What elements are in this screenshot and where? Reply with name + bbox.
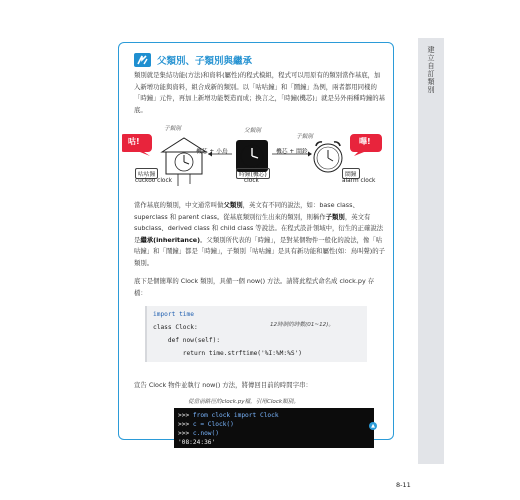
python-terminal	[174, 408, 374, 448]
code-line-3: def now(self):	[153, 337, 221, 344]
arrow-label-right: 機芯 + 鬧鈴	[276, 149, 308, 155]
code-line-4: return time.strftime('%I:%M:%S')	[153, 350, 303, 357]
terminal-output: '08:24:36'	[178, 439, 216, 446]
child-class-note-right: 子類別	[296, 134, 313, 140]
p2-text-e: ，英文有 subclass、derived class 和 child class 等說法。在程式設計領域中，衍生的正確說法是	[134, 212, 384, 244]
cuckoo-clock-label-zh: 咕咕鐘	[135, 168, 158, 179]
child-class-note-left: 子類別	[164, 126, 181, 132]
code-note-hours: 12時制的時數(01~12)。	[270, 322, 334, 328]
p2-text-a: 當作基底的類別，中文通常叫做	[134, 201, 224, 209]
lightning-icon	[134, 53, 151, 67]
terminal-line-2: >>> c = Clock()	[178, 421, 234, 428]
p2-term-parent: 父類別	[223, 201, 243, 209]
alarm-sound-bubble: 嗶!	[359, 137, 371, 146]
p2-term-child: 子類別	[325, 212, 345, 221]
paragraph-inheritance	[134, 200, 386, 269]
side-tab	[418, 38, 444, 464]
page-number: 8-11	[396, 481, 411, 489]
terminal-note: 從當前路徑的clock.py檔，引用Clock類別。	[188, 399, 299, 405]
p2-term-inheritance: 繼承(inheritance)	[140, 235, 201, 244]
scroll-indicator-icon[interactable]: ▲	[369, 422, 377, 430]
terminal-line-1: >>> from clock import Clock	[178, 412, 279, 419]
section-header	[134, 52, 252, 68]
clock-label-en: clock	[244, 178, 259, 184]
code-line-2: class Clock:	[153, 324, 198, 331]
paragraph-clock-class: 底下是個簡單的 Clock 類別，具備一個 now() 方法。請將此程式命名成 clock.py 存檔：	[134, 277, 375, 297]
cuckoo-sound-bubble: 咕!	[128, 137, 140, 146]
clock-label-zh: 時鐘(機芯)	[236, 168, 270, 179]
section-title: 父類別、子類別與繼承	[157, 56, 253, 67]
cuckoo-clock-label-en: cuckoo clock	[135, 178, 173, 184]
alarm-clock-label-en: alarm clock	[342, 178, 376, 184]
code-line-1: import time	[153, 311, 194, 318]
arrow-label-left: 機芯 + 小鳥	[196, 149, 228, 155]
parent-class-note: 父類別	[244, 128, 261, 134]
code-block-clock-py	[145, 306, 367, 362]
paragraph-call-now: 宣告 Clock 物件並執行 now() 方法，將傳回目前的時間字串：	[134, 381, 312, 389]
paragraph-intro: 類別就是集結功能(方法)和資料(屬性)的程式模組，程式可以用原有的類別當作基底，加入新增功能與資料，組合成新的類別。以「咕咕鐘」和「鬧鐘」為例，兩者都用同樣的「時鐘」元件，再加上新增功能製造而成；換言之，「時鐘(機芯)」就是另外兩種時鐘的基底。	[134, 71, 386, 114]
p2-text-g: 。父類別所代表的「時鐘」，是對某個物件一般化的說法，像「咕咕鐘」和「鬧鐘」都是「時鐘」，子類別「咕咕鐘」是具有新功能和屬性(如：鳥叫聲)的子類別。	[134, 235, 386, 267]
alarm-clock-label-zh: 鬧鐘	[342, 168, 360, 179]
p2-text-c: ，英文有不同的說法，如：base class、superclass 和 parent class。從基底類別衍生出來的類別，則稱作	[134, 201, 359, 221]
side-tab-label: 建立自訂類別	[427, 46, 435, 94]
terminal-line-3: >>> c.now()	[178, 430, 219, 437]
